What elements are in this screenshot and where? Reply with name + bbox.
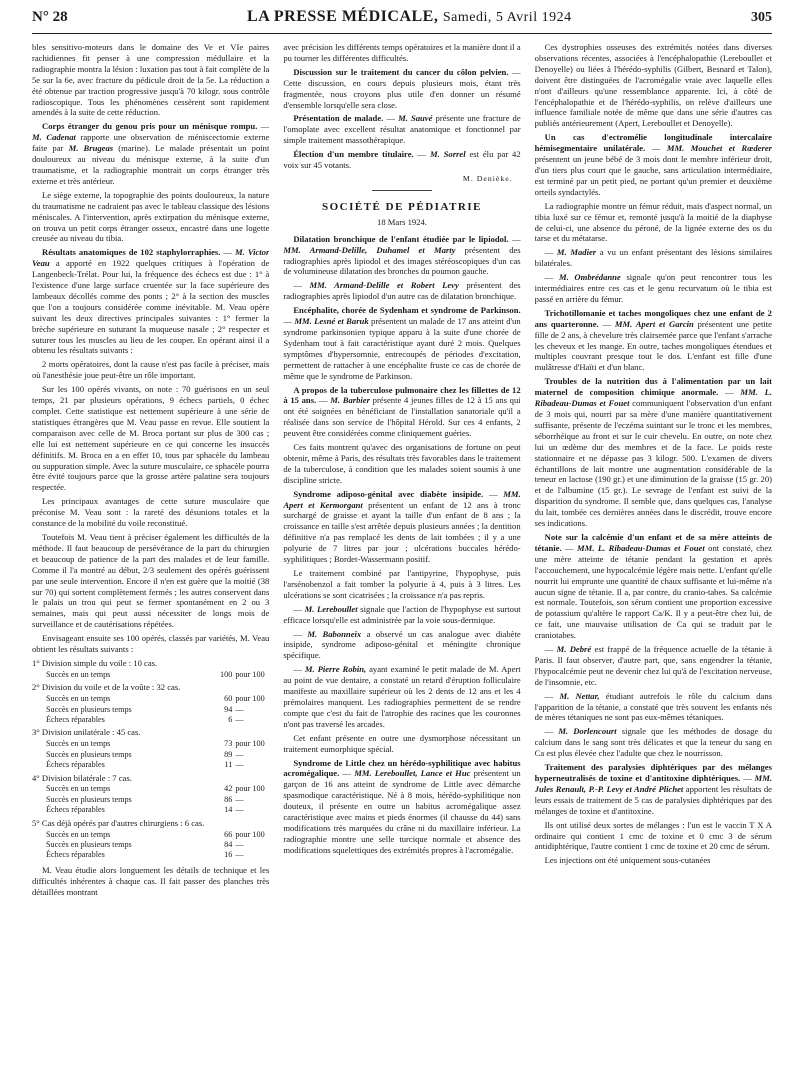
paragraph: Cet enfant présente en outre une dysmorphose nécessitant un traitement eumorphique spécial. <box>283 732 521 754</box>
author: MM. Lesné et Baruk <box>294 316 369 327</box>
result-row <box>32 805 269 815</box>
row-label: Succès en plusieurs temps <box>46 839 132 849</box>
result-row <box>32 715 269 725</box>
article-dilatation: Dilatation bronchique de l'enfant étudiée par le lipiodol. — MM. Armand-Delille, Duhamel et Marty présentent des radiographies après lipiodol et des images stéréoscopiques d'un cas de volumineuse dilatation des bronches du poumon gauche. <box>283 233 521 277</box>
row-unit: pour 100 <box>235 829 265 839</box>
row-unit: — <box>235 850 244 860</box>
row-value: 11 <box>224 760 233 770</box>
article-encephalite: Encéphalite, chorée de Sydenham et syndrome de Parkinson. — MM. Lesné et Baruk présentent un malade de 17 ans atteint d'un syndrome parkinsonien typique apparu à la suite d'une chorée de Sydenham tout à fait caractéristique ayant duré 2 mois. Quelques symptômes d'hypersomnie, entrecoupés de périodes d'excitation, permettent de rattacher à une encéphalite fruste ce cas de chorée de même que le syndrome de Parkinson. <box>283 305 521 381</box>
article-text: présentent un enfant de 12 ans à tronc surchargé de graisse et ayant la taille d'un enfant de 8 ans ; la croissance en taille s'est arrêtée depuis plusieurs années ; la dentition définitive n'a pas remplacé les dents de lait tombées ; il y a une polyurie de 7 litres par jour ; ulcérations buccales hérédo-syphilitiques ; Bordet-Wassermann positif. <box>283 499 521 565</box>
article-title: Syndrome adiposo-génital avec diabète insipide. <box>293 488 484 499</box>
article-text: présentent un garçon de 16 ans atteint de syndrome de Little avec démarche spasmodique caractéristique. Né à 8 mois, hérédo-syphilitique non douteux, il présente en outre un habitus acromégalique assez caractéristique avec mains et pieds énormes (il chausse du 44) sans modifications très marquées du crâne ni du maxillaire inférieur. La radiographie montre une selle turcique normale et absence des modifications squelettiques des extrémités propres à l'acromégalie. <box>283 768 521 855</box>
column-1 <box>32 42 269 1082</box>
author: M. Ombrédanne <box>558 272 621 283</box>
row-label: Échecs réparables <box>46 850 105 860</box>
row-unit: — <box>235 839 244 849</box>
row-unit: — <box>235 794 244 804</box>
result-row <box>32 670 269 680</box>
paragraph: Ces dystrophies osseuses des extrémités notées dans diverses observations récentes, associées à l'encéphalopathie (Lereboullet et Denoyelle) ou liées à l'hérédo-syphilis (Gilbert, Besnard et Talon), doivent être distinguées de l'acromégalie vraie avec laquelle elles n'ont d'ailleurs qu'une ressemblance apparente. Ici, à côté de l'encéphalopathie et de l'hérédo-syphilis, on relève d'ailleurs une influence familiale notée de même que dans une série d'autres cas publiés antérieurement (Apert, Lereboullet et Denoyelle). <box>534 42 772 129</box>
page-number-right: 305 <box>751 10 772 25</box>
result-row <box>32 739 269 749</box>
article-election: Élection d'un membre titulaire. — M. Sorrel est élu par 42 voix sur 45 votants. <box>283 149 521 171</box>
article-text: (marine). Le malade présentait un point douloureux au niveau du ménisque externe, à la suite d'un traumatisme, et la radiographie montrait un corps étranger très externe et très antérieur. <box>32 143 270 186</box>
row-label: Échecs réparables <box>46 805 105 815</box>
author: M. Debré <box>556 644 592 655</box>
author: MM. Lereboullet, Lance et Huc <box>354 768 471 779</box>
row-label: Succès en un temps <box>46 739 111 749</box>
issue-date: Samedi, 5 Avril 1924 <box>442 10 572 25</box>
result-row <box>32 840 269 850</box>
paragraph: avec précision les différents temps opératoires et la manière dont il a pu tourner les différentes difficultés. <box>283 42 521 63</box>
author: M. Nettar, <box>559 690 600 701</box>
section-title: SOCIÉTÉ DE PÉDIATRIE <box>321 200 482 213</box>
article-text: apportent les résultats de leurs essais de traitement de 5 cas de paralysies diphtériques par des mélanges de toxine et d'antitoxine. <box>534 783 772 816</box>
paragraph: 2 morts opératoires, dont la cause n'est pas facile à préciser, mais où l'anesthésie joue peut-être un rôle important. <box>32 359 270 381</box>
journal-name: LA PRESSE MÉDICALE, <box>247 8 439 25</box>
page-number-left: N° 28 <box>32 9 68 25</box>
article-text: signale que les méthodes de dosage du calcium dans le sang sont très délicates et que la teneur du sang en Ca est plus élevée chez l'adulte que chez le nourrisson. <box>534 726 772 759</box>
paragraph: Les injections ont été uniquement sous-cutanées <box>544 855 711 866</box>
row-unit: pour 100 <box>235 784 265 794</box>
author: M. Brugeas <box>68 143 114 154</box>
row-label: Succès en plusieurs temps <box>46 749 132 759</box>
paragraph: Ils ont utilisé deux sortes de mélanges : l'un est le vaccin T X A ordinaire qui contient 1 cmc de toxine et 0 cmc 3 de sérum antidiphtérique, l'autre contient 1 cmc de toxine et 20 cmc de sérum. <box>534 819 772 852</box>
divider <box>372 190 432 191</box>
article-colon <box>283 67 520 111</box>
row-unit: — <box>235 714 244 724</box>
paragraph: bles sensitivo-moteurs dans le domaine des Ve et VIe paires rachidiennes fit penser à une compression médullaire et la radiographie montra la lésion : luxation pas tout à fait complète de la 5e sur la 6e, avec fracture du pédicule droit de la 5e. La réduction a été obtenue par traction progressive jusqu'à 70 kilogr. sous contrôle radioscopique. Tous les phénomènes cessèrent sont rapidement amendés à la suite de cette réduction. <box>32 42 270 118</box>
article-title: Discussion sur le traitement du cancer du côlon pelvien. <box>293 66 509 77</box>
article-text: étudiant autrefois le rôle du calcium dans l'apparition de la tétanie, a constaté que très souvent les enfants nés de mères tétaniques ne sont pas eux-mêmes tétaniques. <box>534 690 772 723</box>
results-group-1 <box>32 658 269 680</box>
author: M. Victor Veau <box>32 247 270 269</box>
article-text: communiquent l'observation d'un enfant de 3 mois qui, nourri par sa mère d'une manière quantitativement suffisante, présente de l'eczéma suintant sur le tronc et les membres, séborrhéique au front et sur le cuir chevelu. En outre, on note chez lui un œdème dur des membres et de la face. Le poids reste stationnaire et ne dépasse pas 3 kilogr. 500. L'examen de divers échantillons de lait montre une augmentation considérable de la teneur en lactose (190 gr.) et une diminution de la graisse (15 gr. 20) et de l'albumine (15 gr.). Le sevrage de l'enfant est suivi de la disparition du syndrome. Il semble que, dans quelques cas, l'analyse du lait, tombée ces dernières années dans le discrédit, trouve encore ses indications. <box>534 398 772 529</box>
paragraph: M. Veau étudie alors longuement les détails de technique et les difficultés inhérentes à chaque cas. Il fait passer des planches très détaillées montrant <box>32 864 270 897</box>
author: MM. L. Ribadeau-Dumas et Fouet <box>577 542 705 553</box>
author: M. Lereboullet <box>304 603 358 614</box>
article-text: est frappé de la fréquence actuelle de la tétanie à Paris. Il faut observer, d'autre part, que, sans engendrer la tétanie, l'hypocalcémie peut ne devenir chez lui qu'à de l'excitation nerveuse, de l'insomnie, etc. <box>534 644 772 687</box>
paragraph: — MM. Armand-Delille et Robert Levy présentent des radiographies après lipiodol d'un autre cas de dilatation bronchique. <box>283 280 521 302</box>
author: M. Sauvé <box>398 113 433 124</box>
journal-title <box>247 8 572 26</box>
article-title: Trichotillomanie et taches mongoliques chez une enfant de 2 ans quarteronne. <box>534 307 772 329</box>
result-row <box>32 850 269 860</box>
row-value: 6 <box>228 714 233 724</box>
paragraph: Ces faits montrent qu'avec des organisations de fortune on peut obtenir, même à Paris, des résultats très favorables dans le traitement de la tuberculose, à condition que les malades soient soumis à une discipline stricte. <box>283 442 521 485</box>
article-little: Syndrome de Little chez un hérédo-syphilitique avec habitus acromégalique. — MM. Lereboullet, Lance et Huc présentent un garçon de 16 ans atteint de syndrome de Little avec démarche spasmodique caractéristique. Né à 8 mois, hérédo-syphilitique non douteux, il présente en outre un habitus acromégalique assez caractéristique avec mains et pieds énormes (il chausse du 44) sans modifications très marquées du crâne ni du maxillaire inférieur. La radiographie montre une selle turcique normale et absence des modifications squelettiques des extrémités propres à l'acromégalie. <box>283 757 521 855</box>
row-value: 84 <box>224 839 233 849</box>
article-staphylorraphies: Résultats anatomiques de 102 staphylorraphies. — M. Victor Veau a apporté en 1922 quelques critiques à l'opération de Langenbeck-Trélat. Pour lui, la fréquence des échecs est due : 1° à l'existence d'une large surface cruentée sur la face supérieure des lambeaux décollés comme des ponts ; 2° à la section des muscles que l'on a toujours considérée comme inévitable. M. Veau opère suivant les deux directives principales suivantes : 1° fermer la brèche supérieure en suturant la muqueuse nasale ; 2° respecter et suturer tous les muscles au lieu de les couper. En opérant ainsi il a obtenu les résultats suivants : <box>32 247 270 356</box>
article-title: Note sur la calcémie d'un enfant et de sa mère atteints de tétanie. <box>534 531 772 553</box>
article-text: présente 4 jeunes filles de 12 à 15 ans qui ont été soignées en bénéficiant de l'installation sanatoriale qu'il a réalisée dans son service de l'hôpital Hérold. Sur ces 4 enfants, 2 peuvent être considérées comme cliniquement guéries. <box>283 395 521 439</box>
results-group-3 <box>32 727 269 770</box>
author: M. Sorrel <box>429 149 466 160</box>
group-title: 2° Division du voile et de la voûte : 32 cas. <box>32 682 181 693</box>
article-title: A propos de la tuberculose pulmonaire chez les fillettes de 12 à 15 ans. <box>283 384 521 406</box>
article-text: présentent un jeune bébé de 3 mois dont le membre inférieur droit, d'un tiers plus court que le gauche, sans articulation intermédiaire, est terminé par un petit pied, ne portant qu'un premier et deuxième orteils syndactylés. <box>534 154 772 197</box>
paragraph: — M. Nettar, étudiant autrefois le rôle du calcium dans l'apparition de la tétanie, a constaté que très souvent les enfants nés de mères tétaniques ne sont pas eux-mêmes tétaniques. <box>534 690 772 723</box>
author: M. Barbier <box>330 395 370 406</box>
author: MM. Apert et Garcin <box>614 318 694 329</box>
article-text: ayant examiné le petit malade de M. Apert au point de vue dentaire, a constaté un retard d'éruption folliculaire manifeste au maxillaire supérieur où les 2 dents de 12 ans et les 4 prémolaires manquent. Les radiographies permettent de se rendre compte que c'est du fait de l'atrophie des racines que les couronnes n'ont pas traversé les arcades. <box>283 664 521 729</box>
page-header <box>32 8 772 34</box>
row-value: 16 <box>224 850 233 860</box>
results-group-4 <box>32 773 269 816</box>
article-text: ont constaté, chez une mère atteinte de tétanie pendant la gestation et après l'accouchement, une hypocalcémie légère mais nette. L'enfant qu'elle nourrit lui emprunte une quantité de chaux suffisante et lui-même n'a aucun signe de tétanie. Il a, par contre, du cranio-tabes. Sa calcémie est normale. Toutefois, son sérum contient une proportion excessive de potassium qu'altère le rapport Ca/K. Il y a peut-être chez lui, de ce fait, une mauvaise utilisation de Ca qui se traduit par le craniotabes. <box>534 542 772 641</box>
author: M. Madier <box>556 247 597 258</box>
result-row <box>32 784 269 794</box>
article-text: est élu par 42 voix sur 45 votants. <box>283 149 521 171</box>
article-title: Traitement des paralysies diphtériques par des mélanges hyperneutralisés de toxine et d'antitoxine diphtériques. <box>534 762 772 783</box>
paragraph: Le siège externe, la topographie des points douloureux, la nature du traumatisme ne cadraient pas avec le tableau classique des lésions méniscales. A l'intervention, après extirpation du ménisque externe, on trouva un petit corps étranger osseux, encastré dans une logette creusée au niveau du tibia. <box>32 189 270 244</box>
article-title: Élection d'un membre titulaire. <box>293 149 414 160</box>
article-genou: Corps étranger du genou pris pour un ménisque rompu. — M. Cadenat rapporte une observation de méniscectomie externe faite par M. Brugeas (marine). Le malade présentait un point douloureux au niveau du ménisque externe, à la suite d'un traumatisme, et la radiographie montrait un corps étranger très externe et très antérieur. <box>32 121 270 186</box>
row-value: 94 <box>224 704 233 714</box>
article-title: Corps étranger du genou pris pour un ménisque rompu. <box>42 121 258 132</box>
row-label: Succès en un temps <box>46 829 111 839</box>
paragraph: — M. Babonneix a observé un cas analogue avec diabète insipide, syndrome adiposo-génital et méningite chronique spécifique. <box>283 628 521 661</box>
row-unit: — <box>235 749 244 759</box>
paragraph: — M. Dorlencourt signale que les méthodes de dosage du calcium dans le sang sont très délicates et que la teneur du sang en Ca est plus élevée chez l'adulte que chez le nourrisson. <box>534 726 772 759</box>
row-value: 60 <box>224 694 233 704</box>
row-label: Succès en plusieurs temps <box>46 794 132 804</box>
row-value: 14 <box>224 805 233 815</box>
row-unit: — <box>235 805 244 815</box>
article-text: signale qu'on peut rencontrer tous les intermédiaires entre ces cas et le genu recurvatum où le tibia est passé en arrière du fémur. <box>534 272 772 304</box>
row-label: Succès en un temps <box>46 784 111 794</box>
article-diphteriques: Traitement des paralysies diphtériques par des mélanges hyperneutralisés de toxine et d'antitoxine diphtériques. — MM. Jules Renault, P.-P. Levy et André Plichet apportent les résultats de leurs essais de traitement de 5 cas de paralysies diphtériques par des mélanges de toxine et d'antitoxine. <box>534 762 772 816</box>
paragraph: Envisageant ensuite ses 100 opérés, classés par variétés, M. Veau obtient les résultats suivants : <box>32 633 270 655</box>
row-unit: pour 100 <box>235 739 265 749</box>
row-value: 100 <box>220 669 233 679</box>
row-value: 89 <box>224 749 233 759</box>
author: M. Babonneix <box>307 628 362 639</box>
article-tuberculose: A propos de la tuberculose pulmonaire chez les fillettes de 12 à 15 ans. — M. Barbier présente 4 jeunes filles de 12 à 15 ans qui ont été soignées en bénéficiant de l'installation sanatoriale qu'il a réalisée dans son service de l'hôpital Hérold. Sur ces 4 enfants, 2 peuvent être considérées comme cliniquement guéries. <box>283 384 521 439</box>
article-troubles-nutrition: Troubles de la nutrition dus à l'alimentation par un lait maternel de composition chimique anormale. — MM. L. Ribadeau-Dumas et Fouet communiquent l'observation d'un enfant de 3 mois qui, nourri par sa mère d'une manière quantitativement suffisante, présente de l'eczéma suintant sur le tronc et les membres, séborrhéique au front et sur le cuir chevelu. En outre, on note chez lui un œdème dur des membres et de la face. Le poids reste stationnaire et ne dépasse pas 3 kilogr. 500. L'examen de divers échantillons de lait montre une augmentation considérable de la teneur en lactose (190 gr.) et une diminution de la graisse (15 gr. 20) et de l'albumine (15 gr.). Le sevrage de l'enfant est suivi de la disparition du syndrome. Il semble que, dans quelques cas, l'analyse du lait, tombée ces dernières années dans le discrédit, trouve encore ses indications. <box>534 376 772 529</box>
paragraph: Le traitement combiné par l'antipyrine, l'hypophyse, puis l'arsénobenzol a fait tomber la polyurie à 4, puis à 3 litres. Les ulcérations se sont cicatrisées ; la croissance n'a pas repris. <box>283 568 521 600</box>
article-ectromelie: Un cas d'ectromélie longitudinale intercalaire hémisegmentaire unilatérale. — MM. Mouchet et Rœderer présentent un jeune bébé de 3 mois dont le membre inférieur droit, d'un tiers plus court que le gauche, sans articulation intermédiaire, est terminé par un petit pied, ne portant qu'un premier et deuxième orteils syndactylés. <box>534 132 772 197</box>
section-date: 18 Mars 1924. <box>377 216 427 227</box>
article-adiposo: Syndrome adiposo-génital avec diabète insipide. — MM. Apert et Kermorgant présentent un enfant de 12 ans à tronc surchargé de graisse et ayant la taille d'un enfant de 8 ans ; la croissance en taille s'est arrêtée depuis plusieurs années ; la dentition définitive n'a pas remplacé les dents de lait tombées ; il y a une polyurie de 7 litres par jour ; ulcérations buccales hérédo-syphilitiques ; Bordet-Wassermann positif. <box>283 488 521 565</box>
results-group-2 <box>32 682 269 725</box>
result-row <box>32 760 269 770</box>
row-label: Échecs réparables <box>46 760 105 770</box>
author: MM. Apert et Kermorgant <box>283 488 521 510</box>
column-3 <box>535 42 772 1082</box>
author: MM. L. Ribadeau-Dumas et Fouet <box>534 387 772 409</box>
article-title: Présentation de malade. <box>293 113 384 124</box>
row-value: 86 <box>224 794 233 804</box>
article-text: — Cette discussion, en cours depuis plusieurs mois, étant très fragmentée, nous croyons plus utile d'en donner un résumé d'ensemble lorsqu'elle sera close. <box>283 66 521 110</box>
paragraph: Toutefois M. Veau tient à préciser également les difficultés de la méthode. Il faut beaucoup de persévérance de la part du chirurgien et beaucoup de patience de la part des malades et de leur famille. Comme il l'a montré au début, 2/3 seulement des opérés guérissent par une seule intervention. Encore il n'en est guère que la moitié (38 sur 70) qui sortent complètement fermés ; les autres conservent dans le palais un trou qui peut se fermer spontanément en 2 ou 3 semaines, mais qui peut aussi nécessiter de longs mois de surveillance et de cautérisations répétées. <box>32 531 270 630</box>
columns <box>32 42 772 1082</box>
article-text: présente une fracture de l'omoplate avec excellent résultat anatomique et fonctionnel par simple traitement massothérapique. <box>283 113 521 146</box>
author: M. Pierre Robin, <box>304 664 367 675</box>
row-unit: pour 100 <box>235 669 265 679</box>
author: MM. Armand-Delille et Robert Levy <box>309 280 459 291</box>
article-presentation: Présentation de malade. — M. Sauvé présente une fracture de l'omoplate avec excellent résultat anatomique et fonctionnel par simple traitement massothérapique. <box>283 113 521 146</box>
result-row <box>32 830 269 840</box>
row-unit: — <box>235 760 244 770</box>
article-text: a vu un enfant présentant des lésions similaires bilatérales. <box>534 247 772 269</box>
paragraph: — M. Lereboullet signale que l'action de l'hypophyse est surtout efficace lorsqu'elle est administrée par la voie sous-dermique. <box>283 603 521 625</box>
article-trichotillomanie: Trichotillomanie et taches mongoliques chez une enfant de 2 ans quarteronne. — MM. Apert et Garcin présentent une petite fille de 2 ans, à chevelure très clairsemée parce que l'enfant s'arrache les cheveux et les mange. En outre, taches mongoliques étendues et multiples couvrant presque tout le dos. L'enfant est fille d'une mulâtresse d'Haïti et d'un blanc. <box>534 307 772 373</box>
article-text: présentent un malade de 17 ans atteint d'un syndrome parkinsonien typique apparu à la suite d'une chorée de Sydenham tout à fait caractéristique ayant duré 2 mois. Quelques symptômes d'hypersomnie, entrecoupés de périodes d'excitation, permettent de rattacher à une encéphalite fruste ce cas de chorée de même que le syndrome de Parkinson. <box>283 316 521 381</box>
result-row <box>32 795 269 805</box>
article-title: Syndrome de Little chez un hérédo-syphilitique avec habitus acromégalique. <box>283 757 521 779</box>
group-title: 3° Division unilatérale : 45 cas. <box>32 727 141 738</box>
paragraph: — M. Pierre Robin, ayant examiné le petit malade de M. Apert au point de vue dentaire, a constaté un retard d'éruption folliculaire manifeste au maxillaire supérieur où les 2 dents de 12 ans et les 4 prémolaires manquent. Les radiographies permettent de se rendre compte que c'est du fait de l'atrophie des racines que les couronnes n'ont pas traversé les arcades. <box>283 664 521 729</box>
article-text: a apporté en 1922 quelques critiques à l'opération de Langenbeck-Trélat. Pour lui, la fréquence des échecs est due : 1° à l'existence d'une large surface cruentée sur la face supérieure des lambeaux décollés comme des ponts ; 2° à la section des muscles que l'on a toujours considérée comme inévitable. M. Veau opère suivant les deux directives principales suivantes : 1° fermer la brèche supérieure en suturant la muqueuse nasale ; 2° respecter et suturer tous les muscles au lieu de les couper. En opérant ainsi il a obtenu les résultats suivants : <box>32 258 270 356</box>
article-text: a observé un cas analogue avec diabète insipide, syndrome adiposo-génital et méningite chronique spécifique. <box>283 628 521 661</box>
article-calcemie: Note sur la calcémie d'un enfant et de sa mère atteints de tétanie. — MM. L. Ribadeau-Dumas et Fouet ont constaté, chez une mère atteinte de tétanie pendant la gestation et après l'accouchement, une hypocalcémie légère mais nette. L'enfant qu'elle nourrit lui emprunte une quantité de chaux suffisante et lui-même n'a aucun signe de tétanie. Il a, par contre, du cranio-tabes. Sa calcémie est normale. Toutefois, son sérum contient une proportion excessive de potassium qu'altère le rapport Ca/K. Il y a peut-être chez lui, de ce fait, une mauvaise utilisation de Ca qui se traduit par le craniotabes. <box>534 531 772 641</box>
article-text: présentent des radiographies après lipiodol et des images stéréoscopiques d'un cas de volumineuse dilatation des bronches du poumon gauche. <box>283 244 521 277</box>
author: MM. Armand-Delille, Duhamel et Marty <box>283 244 456 255</box>
author: M. Dorlencourt <box>558 726 617 737</box>
result-row <box>32 705 269 715</box>
row-label: Échecs réparables <box>46 714 105 724</box>
author: MM. Mouchet et Rœderer <box>666 143 772 154</box>
group-title: 5° Cas déjà opérés par d'autres chirurgiens : 6 cas. <box>32 817 205 828</box>
paragraph: — M. Debré est frappé de la fréquence actuelle de la tétanie à Paris. Il faut observer, d'autre part, que, sans engendrer la tétanie, l'hypocalcémie peut ne devenir chez lui qu'à de l'excitation nerveuse, de l'insomnie, etc. <box>534 644 772 687</box>
author: M. Cadenat <box>32 132 76 143</box>
paragraph: Sur les 100 opérés vivants, on note : 70 guérisons en un seul temps, 21 par plusieurs opérations, 9 échecs partiels, 0 échec complet. Cette statistique est nettement supérieure à une série de statistiques étrangères que M. Veau passe en revue. Elle soutient la comparaison avec celle de M. Broca portant sur plus de 300 cas ; elle lui est nettement supérieure en ce qui concerne les insuccès définitifs. M. Broca en a en effet 10, tous par sphacèle du lambeau ou suppuration simple. Avec la suture musculaire, ce sphacèle pourra être évité toujours parce que la grosse artère palatine sera toujours respectée. <box>32 384 270 493</box>
row-unit: pour 100 <box>235 694 265 704</box>
article-title: Résultats anatomiques de 102 staphylorraphies. <box>42 247 221 258</box>
row-value: 73 <box>224 739 233 749</box>
row-value: 66 <box>224 829 233 839</box>
article-title: Troubles de la nutrition dus à l'alimentation par un lait maternel de composition chimique anormale. <box>534 376 772 398</box>
article-title: Encéphalite, chorée de Sydenham et syndrome de Parkinson. <box>293 305 521 316</box>
article-text: signale que l'action de l'hypophyse est surtout efficace lorsqu'elle est administrée par la voie sous-dermique. <box>283 603 521 625</box>
signature: M. Denièke. <box>462 173 513 183</box>
paragraph: Les principaux avantages de cette suture musculaire que préconise M. Veau sont : la rareté des désunions totales et la constance de la mobilité du voile reconstitué. <box>32 496 270 529</box>
article-title: Dilatation bronchique de l'enfant étudiée par le lipiodol. <box>293 233 509 244</box>
article-title: Un cas d'ectromélie longitudinale intercalaire hémisegmentaire unilatérale. <box>534 132 772 154</box>
article-text: présentent une petite fille de 2 ans, à chevelure très clairsemée parce que l'enfant s'arrache les cheveux et les mange. En outre, taches mongoliques étendues et multiples couvrant presque tout le dos. L'enfant est fille d'une mulâtresse d'Haïti et d'un blanc. <box>534 318 772 373</box>
article-text: rapporte une observation de méniscectomie externe faite par <box>32 132 270 154</box>
author: MM. Jules Renault, P.-P. Levy et André Plichet <box>534 773 772 794</box>
row-label: Succès en un temps <box>46 669 111 679</box>
row-unit: — <box>235 704 244 714</box>
result-row <box>32 694 269 704</box>
column-2 <box>283 42 520 1082</box>
paragraph: — M. Madier a vu un enfant présentant des lésions similaires bilatérales. <box>534 247 772 269</box>
group-title: 1° Division simple du voile : 10 cas. <box>32 657 158 668</box>
row-label: Succès en un temps <box>46 694 111 704</box>
paragraph: — M. Ombrédanne signale qu'on peut rencontrer tous les intermédiaires entre ces cas et le genu recurvatum où le tibia est passé en arrière du fémur. <box>534 272 772 304</box>
article-text: présentent des radiographies après lipiodol d'un autre cas de dilatation bronchique. <box>283 280 521 302</box>
results-group-5 <box>32 818 269 861</box>
group-title: 4° Division bilatérale : 7 cas. <box>32 772 132 783</box>
result-row <box>32 750 269 760</box>
row-label: Succès en plusieurs temps <box>46 704 132 714</box>
row-value: 42 <box>224 784 233 794</box>
paragraph: La radiographie montre un fémur réduit, mais d'aspect normal, un tibia luxé sur ce fémur et, remonté jusqu'à la moitié de la diaphyse de celui-ci, une absence du péroné, de la lignée externe des os du tarse et du métatarse. <box>534 200 772 244</box>
